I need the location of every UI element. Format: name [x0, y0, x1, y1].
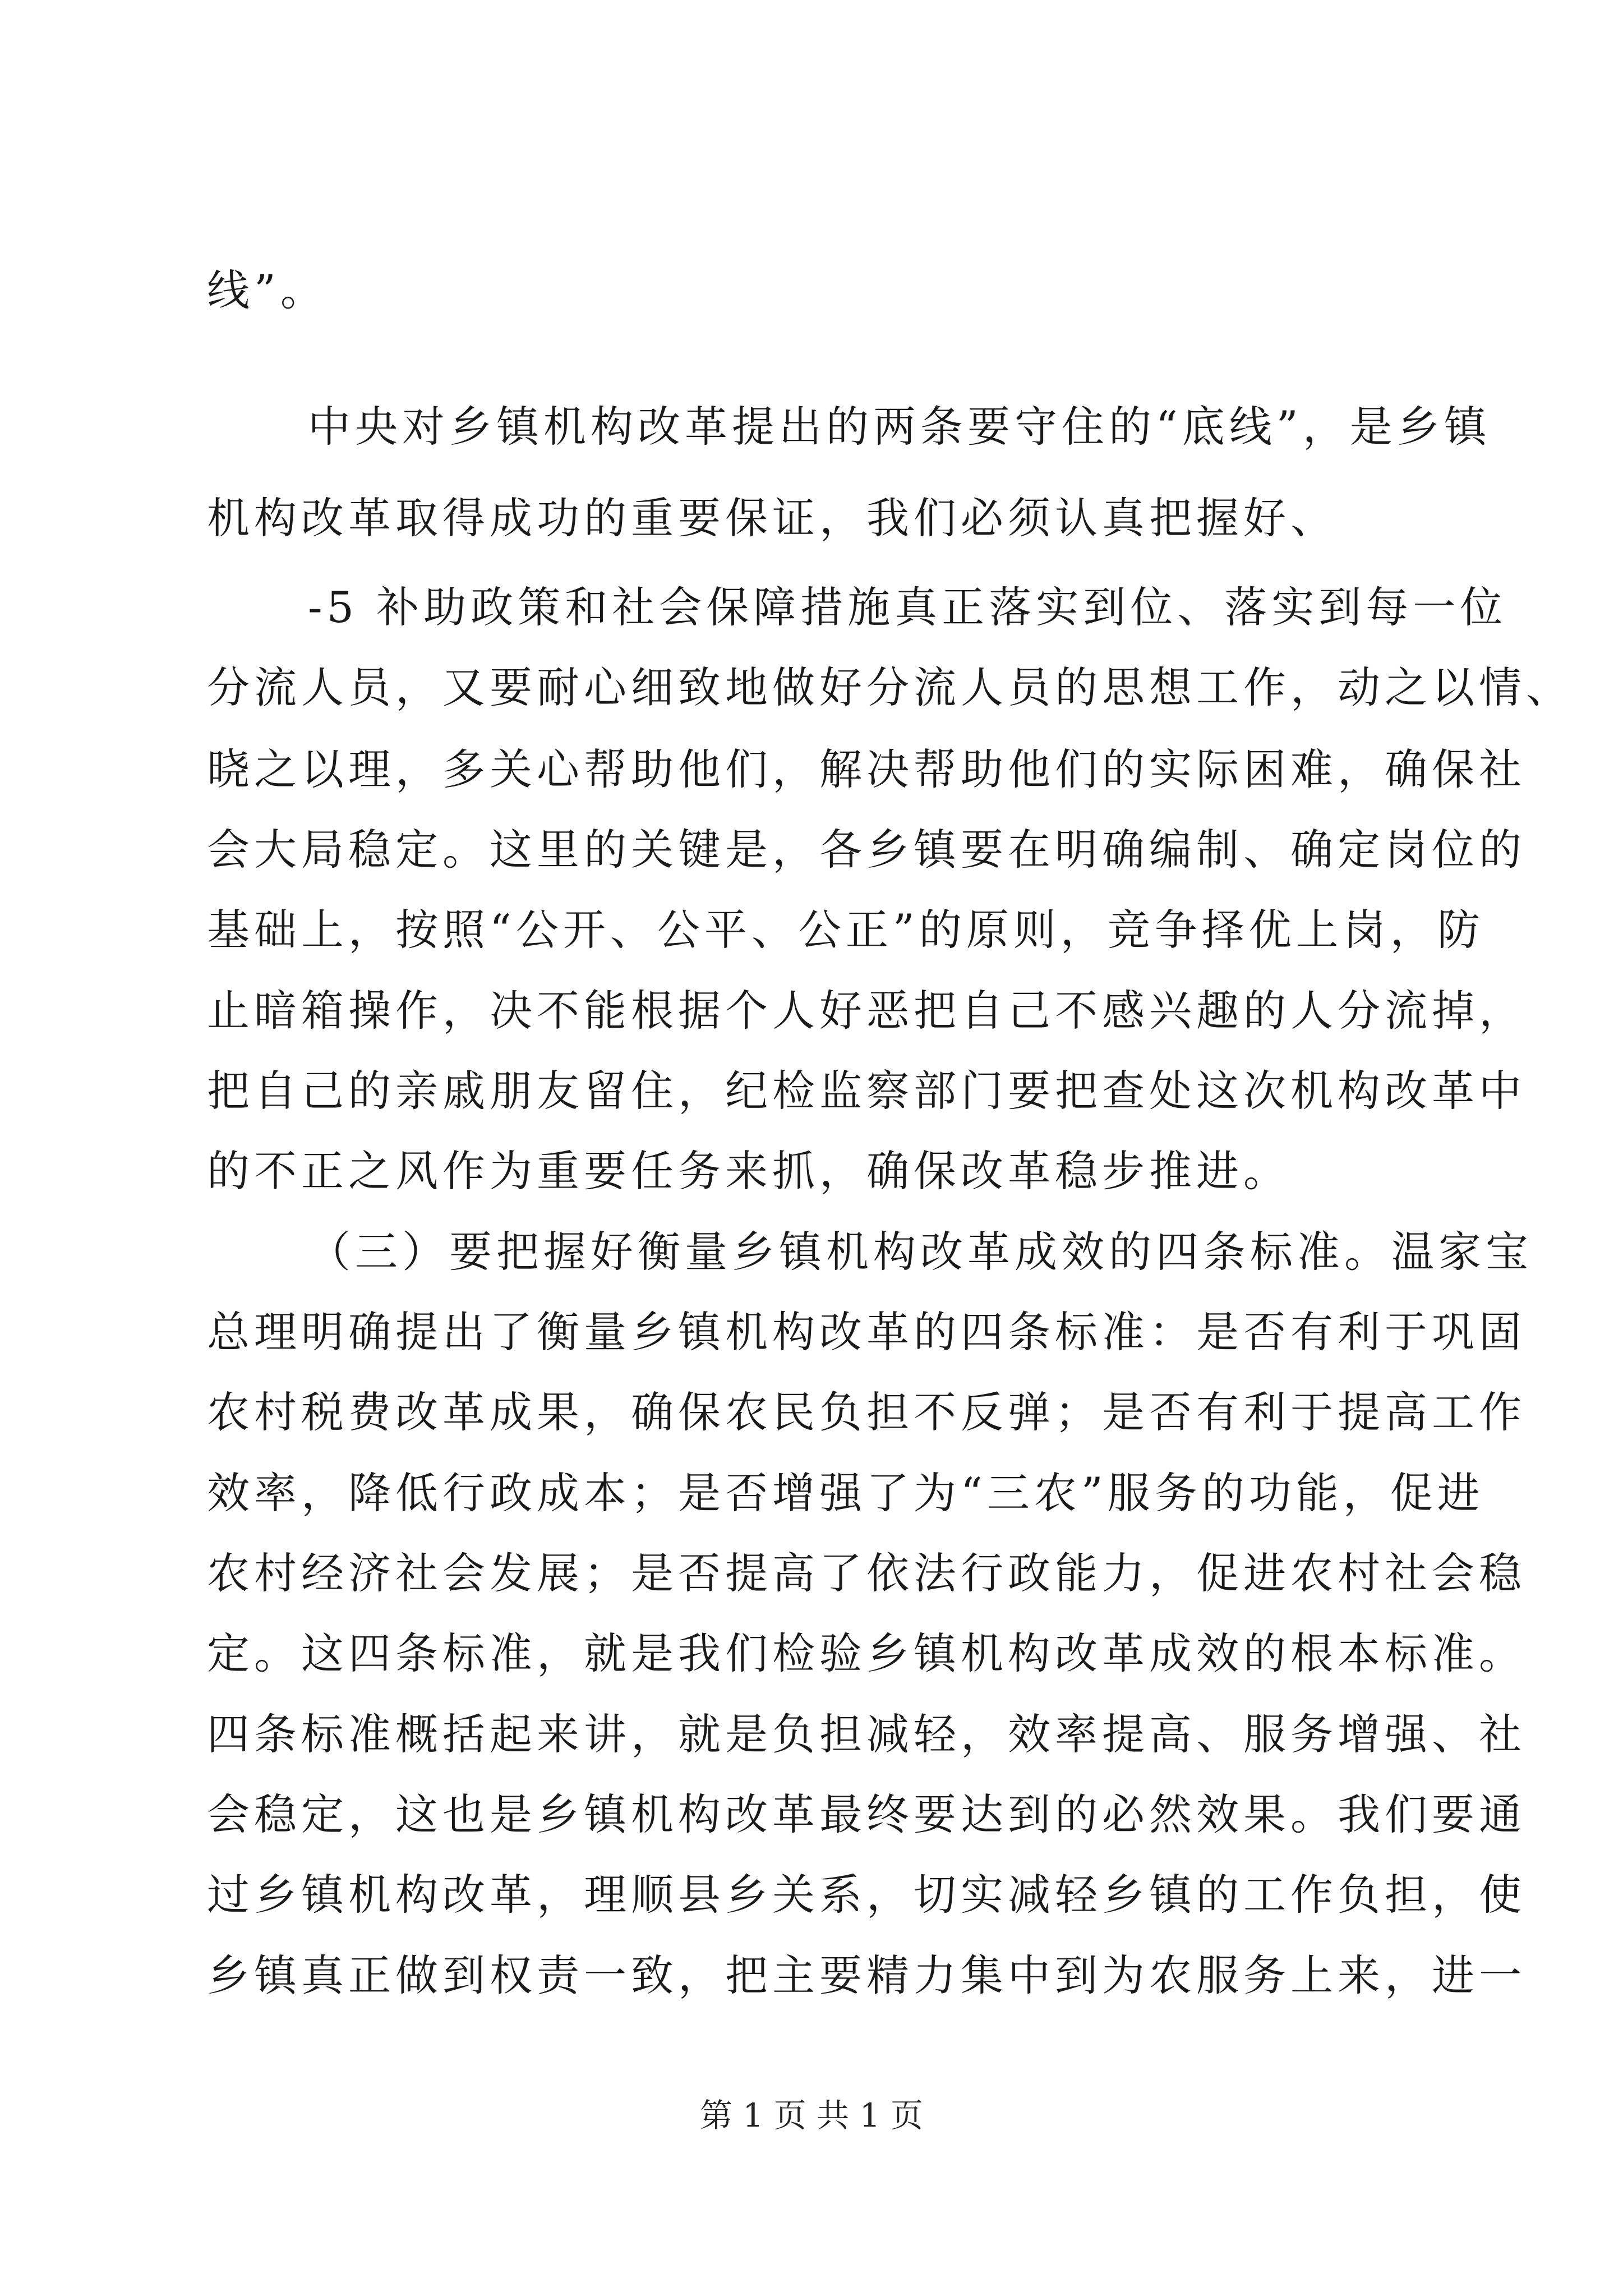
- text-line: 过乡镇机构改革，理顺县乡关系，切实减轻乡镇的工作负担，使: [207, 1870, 1526, 1920]
- text-line: 乡镇真正做到权责一致，把主要精力集中到为农服务上来，进一: [207, 1950, 1526, 2000]
- text-line: 农村税费改革成果，确保农民负担不反弹；是否有利于提高工作: [207, 1387, 1526, 1437]
- text-line: 的不正之风作为重要任务来抓，确保改革稳步推进。: [207, 1146, 1290, 1196]
- text-line: 会稳定，这也是乡镇机构改革最终要达到的必然效果。我们要通: [207, 1789, 1526, 1839]
- text-line: 把自己的亲戚朋友留住，纪检监察部门要把查处这次机构改革中: [207, 1066, 1526, 1116]
- text-line: 止暗箱操作，决不能根据个人好恶把自己不感兴趣的人分流掉，: [207, 986, 1526, 1036]
- text-line: 晓之以理，多关心帮助他们，解决帮助他们的实际困难，确保社: [207, 744, 1526, 794]
- page-number-footer: 第 1 页 共 1 页: [700, 2096, 923, 2134]
- text-line: 基础上，按照“公开、公平、公正”的原则，竞争择优上岗，防: [207, 905, 1484, 955]
- text-line: 机构改革取得成功的重要保证，我们必须认真把握好、: [207, 493, 1338, 543]
- text-line: 农村经济社会发展；是否提高了依法行政能力，促进农村社会稳: [207, 1548, 1526, 1598]
- paragraph-start-line: -5 补助政策和社会保障措施真正落实到位、落实到每一位: [308, 582, 1507, 632]
- text-line: 四条标准概括起来讲，就是负担减轻，效率提高、服务增强、社: [207, 1709, 1526, 1759]
- text-line: 总理明确提出了衡量乡镇机构改革的四条标准：是否有利于巩固: [207, 1307, 1526, 1357]
- text-line: 效率，降低行政成本；是否增强了为“三农”服务的功能，促进: [207, 1468, 1484, 1518]
- paragraph-start-line: 中央对乡镇机构改革提出的两条要守住的“底线”，是乡镇: [308, 402, 1491, 452]
- text-line: 线”。: [207, 265, 328, 315]
- text-line: 会大局稳定。这里的关键是，各乡镇要在明确编制、确定岗位的: [207, 825, 1526, 875]
- text-line: 定。这四条标准，就是我们检验乡镇机构改革成效的根本标准。: [207, 1628, 1526, 1678]
- text-line: 分流人员，又要耐心细致地做好分流人员的思想工作，动之以情、: [207, 662, 1573, 712]
- paragraph-start-line: （三）要把握好衡量乡镇机构改革成效的四条标准。温家宝: [308, 1227, 1533, 1277]
